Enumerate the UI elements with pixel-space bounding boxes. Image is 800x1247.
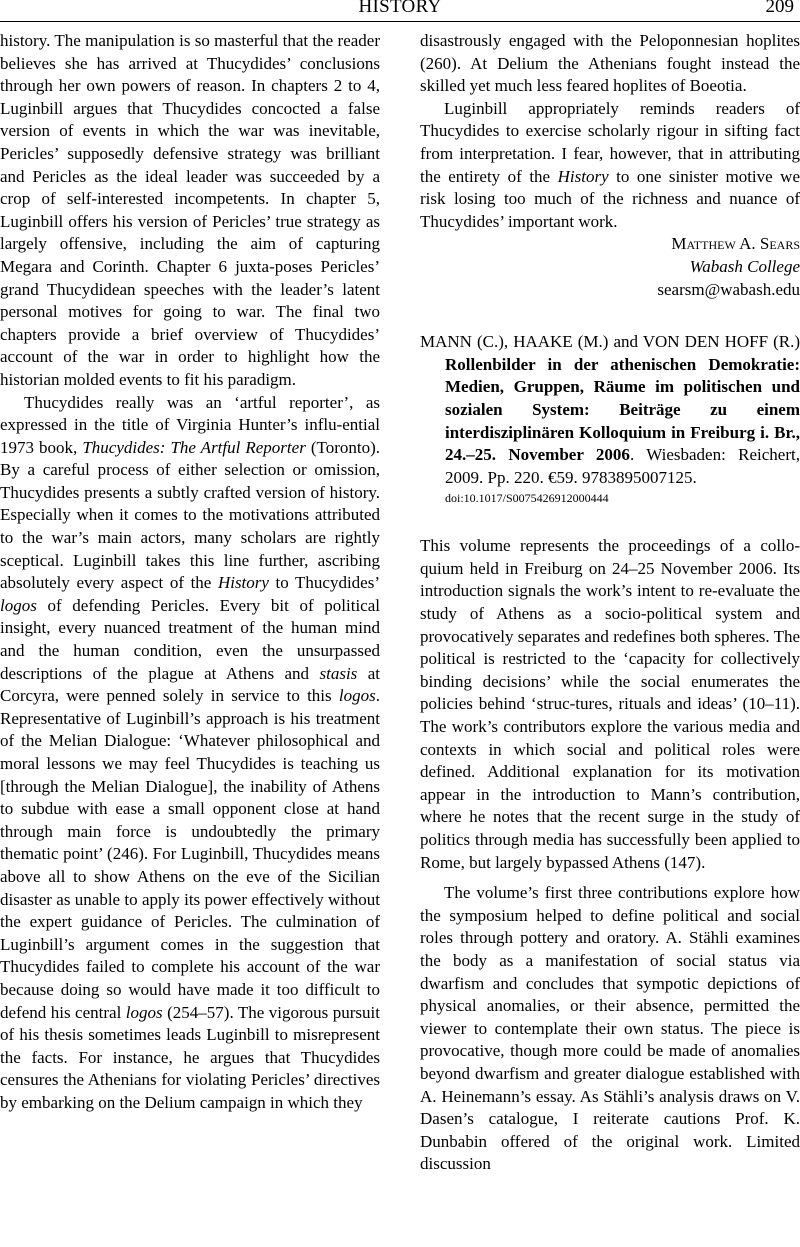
review-paragraph-contributions: The volume’s first three contributions explore how the symposium helped to define political and social roles through pottery and oratory. A. Stähli examines the body as a manifestation of social status via dwarfism and concludes that sympotic depictions of physical anomalies, or their absence, permitted the viewer to contemplate their own status. The piece is provocative, though more could be made of anomalies beyond dwarfism and greater dialogue established with A. Heinemann’s essay. As Stähli’s analysis draws on V. Dasen’s catalogue, I reiterate cautions Prof. K. Dunbabin offered of the original work. Limited discussion bbox=[420, 883, 800, 1174]
italic-term: logos bbox=[125, 1002, 163, 1022]
italic-term: History bbox=[217, 573, 269, 593]
italic-book-title: Thucydides: The Artful Reporter bbox=[82, 437, 306, 457]
book-authors: MANN (C.), HAAKE (M.) and VON DEN HOFF (R.) bbox=[420, 332, 800, 352]
reviewer-name: Matthew A. Sears bbox=[671, 234, 800, 254]
book-publication: . Wiesbaden: Reichert, 2009. Pp. 220. €59. 9783895007125. bbox=[445, 445, 800, 487]
review-paragraph-2 bbox=[0, 392, 380, 1115]
page-number: 209 bbox=[765, 0, 794, 17]
left-column bbox=[0, 30, 380, 1115]
running-title: HISTORY bbox=[358, 0, 442, 17]
header-rule bbox=[0, 21, 800, 22]
section-gap bbox=[420, 507, 800, 535]
book-doi: doi:10.1017/S0075426912000444 bbox=[445, 491, 609, 506]
italic-term: stasis bbox=[319, 663, 358, 683]
book-citation bbox=[420, 331, 800, 489]
text-run: of defending Pericles. Every bit of political insight, every nuanced treatment of the human mind and the human condition, even the unsurpassed descriptions of the plague at Athens and bbox=[0, 595, 380, 683]
review-paragraph-intro: This volume represents the proceedings of a collo-quium held in Freiburg on 24–25 November 2006. Its introduction signals the work’s intent to re-evaluate the study of Athens as a socio-political system and provocatively separates and redefines both spheres. The political is restricted to the ‘capacity for collectively binding decisions’ while the social enumerates the policies behind ‘struc-tures, rituals and ideas’ (10–11). The work’s contributors explore the various media and contexts in which social and political roles were defined. Additional explanation for its motivation appear in the introduction to Mann’s contribution, where he notes that the recent surge in the study of politics through media has successfully been applied to Rome, but largely bypassed Athens (147). bbox=[420, 536, 800, 872]
book-entry bbox=[420, 331, 800, 507]
text-run: Thucydides really was an ‘artful reporter’, as expressed in the title of Virginia Hunter’s influ-ential 1973 book, bbox=[0, 392, 380, 457]
review-conclusion bbox=[420, 98, 800, 234]
reviewer-institution bbox=[420, 256, 800, 279]
right-column bbox=[420, 30, 800, 1176]
text-run: . Representative of Luginbill’s approach is his treatment of the Melian Dialogue: ‘Whatever philosophical and moral lessons we may feel Thucydides is teaching us [through the Melian Dialogue], the inability of Athens to subdue with ease a small opponent close at hand through main force is undoubtedly the primary thematic point’ (246). For Luginbill, Thucydides means above all to show Athens on the eve of the Sicilian disaster as unable to apply its power effectively without the expert guidance of Pericles. The culmination of Luginbill’s argument comes in the suggestion that Thucydides failed to complete his account of the war because doing so would have made it too difficult to defend his central bbox=[0, 686, 380, 1022]
text-run: Luginbill appropriately reminds readers of Thucydides to exercise scholarly rigour in sifting fact from interpretation. I fear, however, that in attributing the entirety of the bbox=[420, 98, 800, 186]
text-run: (Toronto). By a careful process of either selection or omission, Thucydides presents a subtly crafted version of history. Especially when it comes to the motivations attributed to the war’s main actors, many scholars are rightly sceptical. Luginbill takes this line further, ascribing absolutely every aspect of the bbox=[0, 437, 381, 593]
book-title: Rollenbilder in der athenischen Demokratie: Medien, Gruppen, Räume im politischen und sozialen System: Beiträge zu einem interdisziplinären Kolloquium in Freiburg i. Br., 24.–25. November 2006 bbox=[445, 354, 800, 465]
text-run: to one sinister motive we risk losing too much of the richness and nuance of Thucydides’ important work. bbox=[420, 166, 800, 231]
text-run: (254–57). The vigorous pursuit of his thesis sometimes leads Luginbill to misrepresent the facts. For instance, he argues that Thucydides censures the Athenians for violating Pericles’ directives by embarking on the Delium campaign in which they bbox=[0, 1002, 380, 1112]
review-continuation: disastrously engaged with the Peloponnesian hoplites (260). At Delium the Athenians fought instead the skilled yet much less feared hoplites of Boeotia. bbox=[420, 31, 800, 96]
italic-term: logos bbox=[0, 595, 37, 615]
running-header bbox=[0, 0, 800, 24]
italic-term: logos bbox=[338, 686, 376, 706]
text-run: to Thucydides’ bbox=[268, 573, 380, 593]
reviewer-email: searsm@wabash.edu bbox=[657, 279, 800, 299]
institution-text: Wabash College bbox=[689, 256, 800, 276]
italic-term: History bbox=[557, 166, 609, 186]
text-run: at Corcyra, were penned solely in service to this bbox=[0, 663, 380, 706]
review-paragraph-1: history. The manipulation is so masterful that the reader believes she has arrived at Thucydides’ conclusions through her own powers of reason. In chapters 2 to 4, Luginbill argues that Thucydides concocted a false version of events in which the war was inevitable, Pericles’ supposedly defensive strategy was brilliant and Pericles as the ideal leader was succeeded by a crop of self-interested incompetents. In chapter 5, Luginbill offers his version of Pericles’ true strategy as largely offensive, including the aim of capturing Megara and Corinth. Chapter 6 juxta-poses Pericles’ grand Thucydidean speeches with the leader’s latent personal motives for going to war. The final two chapters provide a brief overview of Thucydides’ account of the war in order to highlight how the historian molded events to fit his paradigm. bbox=[0, 31, 380, 389]
